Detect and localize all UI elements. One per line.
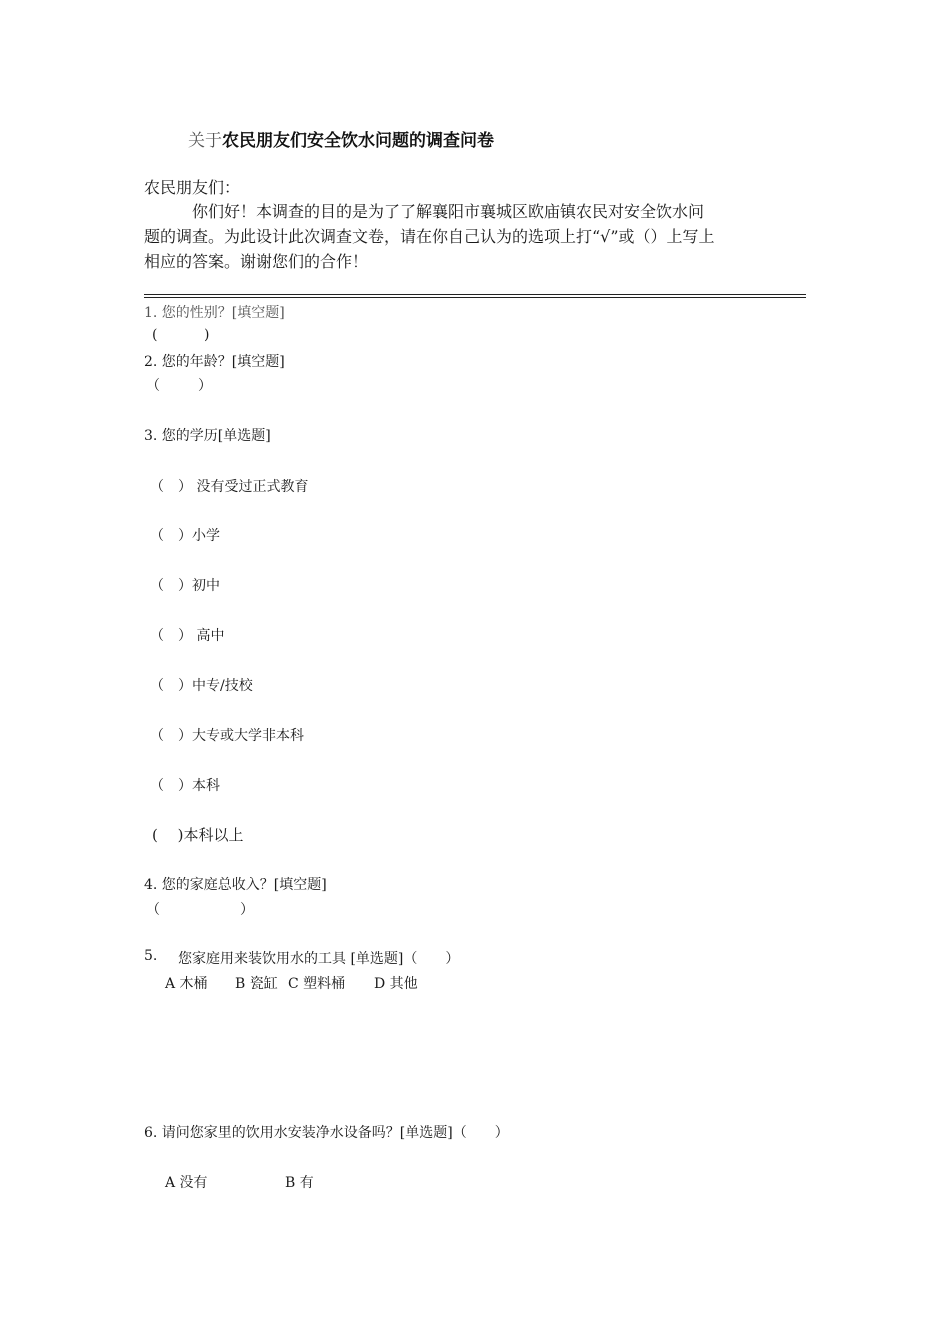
title-prefix: 关于 (188, 131, 222, 151)
option-paren: （ ） (150, 728, 192, 744)
option-text: 没有受过正式教育 (196, 479, 309, 495)
question-6-label: 6. 请问您家里的饮用水安装净水设备吗？[单选题]（ ） (144, 1125, 509, 1141)
option-paren: （ ） (150, 528, 192, 544)
option-paren: （ ） (150, 479, 192, 495)
option-text: 高中 (196, 628, 225, 644)
question-1-paren-open: ( (152, 327, 158, 343)
question-6-option-b[interactable]: B 有 (285, 1175, 314, 1191)
question-3-option[interactable] (150, 725, 304, 745)
salutation: 农民朋友们： (144, 178, 241, 197)
option-text: 初中 (192, 578, 220, 594)
question-3-option[interactable] (152, 824, 244, 845)
intro-line-2: 题的调查。为此设计此次调查文卷，请在你自己认为的选项上打“√”或（）上写上 (144, 227, 715, 246)
question-3-option[interactable] (150, 625, 224, 645)
question-5-option-c[interactable]: C 塑料桶 (288, 976, 346, 992)
question-4-paren-close: ） (240, 902, 254, 918)
title-main: 农民朋友们安全饮水问题的调查问卷 (222, 131, 494, 151)
question-3-label: 3. 您的学历[单选题] (144, 428, 271, 444)
option-paren: （ ） (150, 778, 192, 794)
option-text: 小学 (192, 528, 220, 544)
divider-top (144, 294, 806, 295)
question-3-option[interactable] (150, 476, 308, 496)
intro-line-3: 相应的答案。谢谢您们的合作！ (144, 252, 369, 271)
question-5-label: 您家庭用来装饮用水的工具 [单选题]（ ） (178, 951, 460, 967)
option-paren: （ ） (150, 578, 192, 594)
question-6-option-a[interactable]: A 没有 (165, 1175, 208, 1191)
question-2-paren-close: ） (198, 378, 212, 394)
question-5-option-a[interactable]: A 木桶 (165, 976, 208, 992)
question-5-option-b[interactable]: B 瓷缸 (235, 976, 278, 992)
document-title (188, 126, 494, 151)
divider-bottom (144, 297, 806, 298)
option-text: 大专或大学非本科 (192, 728, 304, 744)
question-5-option-d[interactable]: D 其他 (374, 976, 418, 992)
question-4-paren-open: （ (146, 902, 160, 918)
question-1-label: 1. 您的性别？[填空题] (144, 305, 285, 321)
option-paren: ( ) (152, 826, 184, 844)
question-2-label: 2. 您的年龄？[填空题] (144, 354, 285, 370)
question-2-paren-open: （ (146, 378, 160, 394)
question-3-option[interactable] (150, 525, 220, 545)
question-5-number: 5. (144, 948, 158, 964)
option-paren: （ ） (150, 678, 192, 694)
question-4-label: 4. 您的家庭总收入？[填空题] (144, 877, 327, 893)
question-3-option[interactable] (150, 575, 220, 595)
question-1-paren-close: ) (204, 327, 210, 343)
option-text: 中专/技校 (192, 678, 253, 694)
question-3-option[interactable] (150, 675, 253, 695)
option-paren: （ ） (150, 628, 192, 644)
question-3-option[interactable] (150, 775, 220, 795)
intro-line-1: 你们好！本调查的目的是为了了解襄阳市襄城区欧庙镇农民对安全饮水问 (192, 202, 705, 221)
option-text: 本科以上 (183, 826, 244, 844)
option-text: 本科 (192, 778, 220, 794)
